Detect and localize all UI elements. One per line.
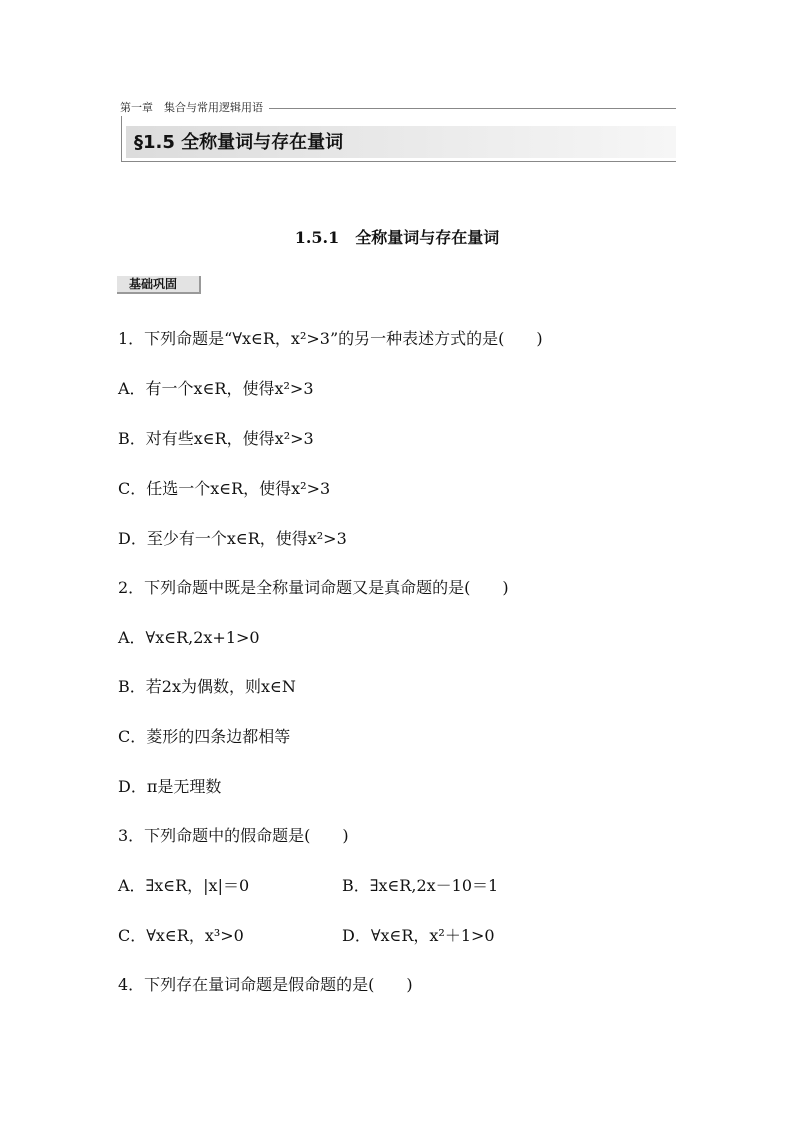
- section-tag-label: 基础巩固: [129, 277, 178, 291]
- question-3: 3．下列命题中的假命题是( ): [118, 826, 349, 845]
- option-3d: D．∀x∈R，x²＋1>0: [342, 926, 495, 945]
- option-1a: A．有一个x∈R，使得x²>3: [118, 379, 314, 398]
- option-2c: C．菱形的四条边都相等: [118, 727, 291, 746]
- option-2d: D．π是无理数: [118, 777, 222, 796]
- option-3c: C．∀x∈R，x³>0: [118, 926, 244, 945]
- option-1c: C．任选一个x∈R，使得x²>3: [118, 479, 331, 498]
- question-2: 2．下列命题中既是全称量词命题又是真命题的是( ): [118, 578, 509, 597]
- section-tag: [117, 276, 201, 294]
- option-row-3cd: [118, 924, 495, 948]
- option-row-3ab: [118, 874, 499, 898]
- question-4: 4．下列存在量词命题是假命题的是( ): [118, 975, 413, 994]
- option-3b: B．∃x∈R,2x－10＝1: [342, 876, 499, 895]
- subsection-title: 1.5.1 全称量词与存在量词: [294, 228, 500, 247]
- header-left-rule: [121, 108, 122, 162]
- chapter-header: [120, 100, 676, 162]
- option-2a: A．∀x∈R,2x+1>0: [118, 628, 260, 647]
- question-1: 1．下列命题是“∀x∈R，x²>3”的另一种表述方式的是( ): [118, 329, 543, 348]
- option-1d: D．至少有一个x∈R，使得x²>3: [118, 529, 347, 548]
- chapter-label: 第一章 集合与常用逻辑用语: [120, 100, 269, 116]
- option-1b: B．对有些x∈R，使得x²>3: [118, 429, 314, 448]
- option-2b: B．若2x为偶数，则x∈N: [118, 677, 296, 696]
- option-3a: A．∃x∈R，|x|＝0: [118, 876, 250, 895]
- header-bottom-rule: [121, 161, 676, 162]
- section-title: §1.5 全称量词与存在量词: [134, 132, 344, 153]
